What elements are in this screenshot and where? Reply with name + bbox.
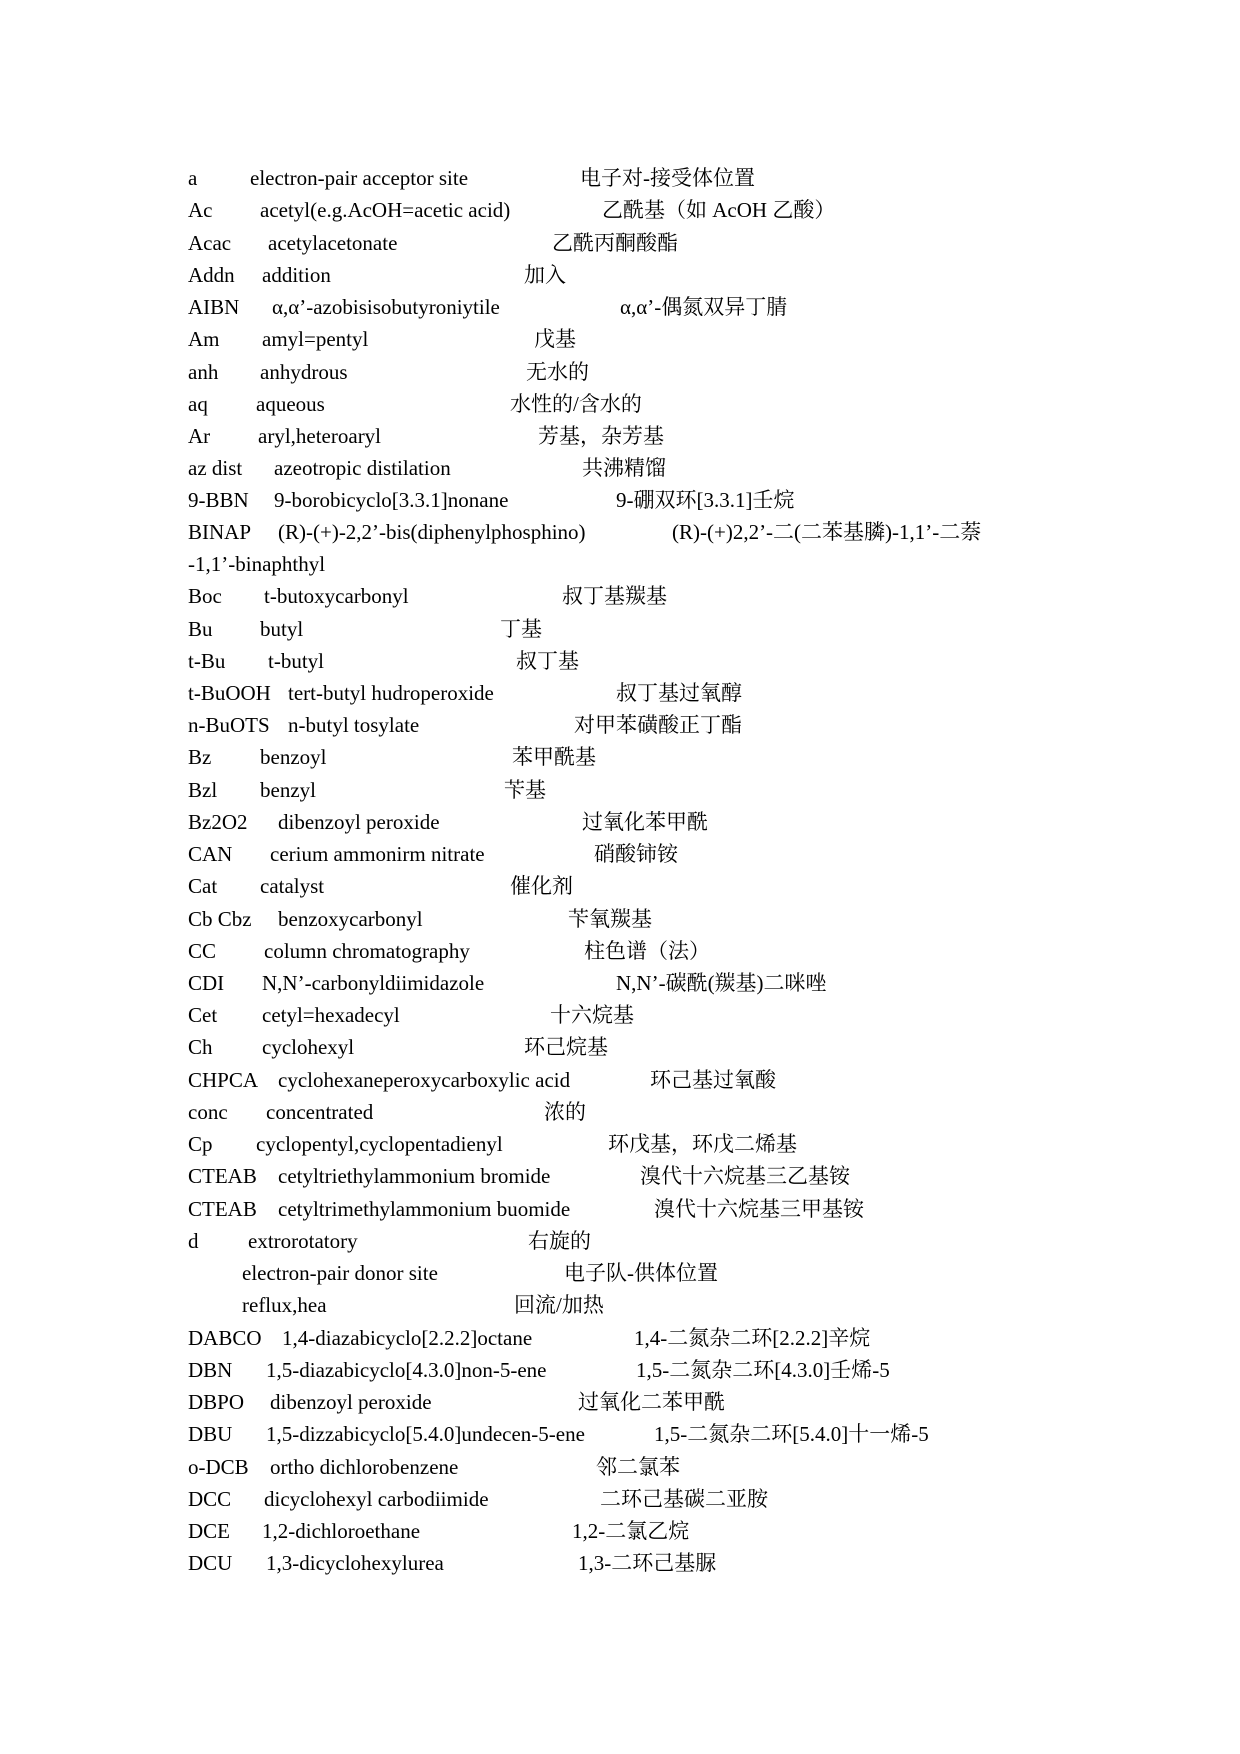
english-term-text: azeotropic distilation — [274, 456, 451, 480]
chinese-term-text: 戊基 — [534, 327, 576, 351]
abbreviation-text: DCE — [188, 1519, 230, 1543]
abbreviation-text: DCC — [188, 1487, 232, 1511]
chinese-term-text: 溴代十六烷基三甲基铵 — [654, 1197, 864, 1221]
abbreviation-text: d — [188, 1229, 199, 1253]
abbreviation-text: CAN — [188, 842, 233, 866]
english-term-text: cetyltriethylammonium bromide — [278, 1164, 551, 1188]
abbreviation-text: a — [188, 166, 198, 190]
chinese-term-text: 对甲苯磺酸正丁酯 — [574, 713, 742, 737]
english-term-text: 9-borobicyclo[3.3.1]nonane — [274, 488, 509, 512]
english-term-text: benzyl — [260, 778, 316, 802]
english-term-text: electron-pair acceptor site — [250, 166, 469, 190]
abbreviation-text: n-BuOTS — [188, 713, 270, 737]
abbreviation-text: anh — [188, 360, 219, 384]
english-term-text: (R)-(+)-2,2’-bis(diphenylphosphino) — [278, 520, 586, 544]
chinese-term-text: 邻二氯苯 — [596, 1455, 680, 1479]
abbreviation-text: 9-BBN — [188, 488, 249, 512]
chinese-term-text: 9-硼双环[3.3.1]壬烷 — [616, 488, 795, 512]
abbreviation-text: Bz2O2 — [188, 810, 248, 834]
abbreviation-text: Cet — [188, 1003, 218, 1027]
abbreviation-text: BINAP — [188, 520, 252, 544]
english-term-text: ortho dichlorobenzene — [270, 1455, 459, 1479]
chinese-term-text: 1,4-二氮杂二环[2.2.2]辛烷 — [634, 1326, 871, 1350]
chinese-term-text: 乙酰丙酮酸酯 — [552, 231, 678, 255]
abbreviation-text: CC — [188, 939, 217, 963]
english-term-text: dibenzoyl peroxide — [270, 1390, 432, 1414]
english-term-text: aqueous — [256, 392, 325, 416]
english-term-text: cetyltrimethylammonium buomide — [278, 1197, 571, 1221]
english-term-text: benzoyl — [260, 745, 327, 769]
chinese-term-text: (R)-(+)2,2’-二(二苯基膦)-1,1’-二萘 — [672, 520, 982, 544]
english-term-text: addition — [262, 263, 331, 287]
english-term-text: cyclohexaneperoxycarboxylic acid — [278, 1068, 571, 1092]
abbreviation-text: Ar — [188, 424, 211, 448]
english-term-text: reflux,hea — [242, 1293, 327, 1317]
chinese-term-text: 电子队-供体位置 — [564, 1261, 718, 1285]
chinese-term-text: 催化剂 — [510, 874, 573, 898]
chinese-term-text: 苯甲酰基 — [512, 745, 596, 769]
english-term-text: 1,3-dicyclohexylurea — [266, 1551, 444, 1575]
chinese-term-text: 叔丁基羰基 — [562, 584, 667, 608]
abbreviation-text: Boc — [188, 584, 222, 608]
abbreviation-text: Acac — [188, 231, 232, 255]
english-term-text: 1,4-diazabicyclo[2.2.2]octane — [282, 1326, 533, 1350]
english-term-text: benzoxycarbonyl — [278, 907, 423, 931]
english-term-text: electron-pair donor site — [242, 1261, 438, 1285]
abbreviation-text: CDI — [188, 971, 225, 995]
chinese-term-text: 1,2-二氯乙烷 — [572, 1519, 690, 1543]
abbreviation-text: Bz — [188, 745, 212, 769]
chinese-term-text: 1,5-二氮杂二环[4.3.0]壬烯-5 — [636, 1358, 890, 1382]
chinese-term-text: 硝酸铈铵 — [594, 842, 678, 866]
abbreviation-text: CTEAB — [188, 1197, 257, 1221]
abbreviation-text: Bzl — [188, 778, 218, 802]
abbreviation-text: CHPCA — [188, 1068, 259, 1092]
abbreviation-text: Addn — [188, 263, 235, 287]
english-term-text: anhydrous — [260, 360, 348, 384]
abbreviation-text: aq — [188, 392, 208, 416]
chinese-term-text: 柱色谱（法） — [584, 939, 710, 963]
english-term-text: 1,2-dichloroethane — [262, 1519, 421, 1543]
english-term-text: 1,5-dizzabicyclo[5.4.0]undecen-5-ene — [266, 1422, 585, 1446]
abbreviation-text: Cb Cbz — [188, 907, 252, 931]
chinese-term-text: 环己基过氧酸 — [650, 1068, 776, 1092]
abbreviation-text: DCU — [188, 1551, 233, 1575]
english-term-text: dicyclohexyl carbodiimide — [264, 1487, 489, 1511]
chinese-term-text: 苄基 — [504, 778, 546, 802]
chinese-term-text: 右旋的 — [528, 1229, 591, 1253]
abbreviation-text: AIBN — [188, 295, 240, 319]
chinese-term-text: 溴代十六烷基三乙基铵 — [640, 1164, 850, 1188]
abbreviation-text: Cp — [188, 1132, 213, 1156]
english-term-text: cyclohexyl — [262, 1035, 355, 1059]
abbreviation-text: az dist — [188, 456, 243, 480]
english-term-text: n-butyl tosylate — [288, 713, 420, 737]
english-term-text: concentrated — [266, 1100, 374, 1124]
abbreviation-text: DBU — [188, 1422, 233, 1446]
abbreviation-text: Am — [188, 327, 220, 351]
chinese-term-text: 丁基 — [500, 617, 542, 641]
chinese-term-text: N,N’-碳酰(羰基)二咪唑 — [616, 971, 827, 995]
english-term-text: catalyst — [260, 874, 325, 898]
chinese-term-text: 1,5-二氮杂二环[5.4.0]十一烯-5 — [654, 1422, 929, 1446]
chinese-term-text: α,α’-偶氮双异丁腈 — [620, 295, 788, 319]
english-term-text: dibenzoyl peroxide — [278, 810, 440, 834]
abbreviation-text: DBPO — [188, 1390, 245, 1414]
english-term-text: N,N’-carbonyldiimidazole — [262, 971, 485, 995]
binap-continuation-line: -1,1’-binaphthyl — [188, 552, 326, 576]
chinese-term-text: 无水的 — [526, 360, 589, 384]
chinese-term-text: 二环己基碳二亚胺 — [600, 1487, 768, 1511]
chinese-term-text: 叔丁基 — [516, 649, 579, 673]
chinese-term-text: 十六烷基 — [550, 1003, 634, 1027]
chinese-term-text: 共沸精馏 — [582, 456, 666, 480]
english-term-text: cyclopentyl,cyclopentadienyl — [256, 1132, 503, 1156]
english-term-text: acetyl(e.g.AcOH=acetic acid) — [260, 198, 511, 222]
abbreviation-text: conc — [188, 1100, 228, 1124]
chinese-term-text: 回流/加热 — [514, 1293, 604, 1317]
english-term-text: α,α’-azobisisobutyroniytile — [272, 295, 500, 319]
abbreviation-text: DABCO — [188, 1326, 262, 1350]
chinese-term-text: 水性的/含水的 — [510, 392, 642, 416]
chinese-term-text: 环己烷基 — [524, 1035, 608, 1059]
abbreviation-text: Bu — [188, 617, 213, 641]
abbreviation-text: Ch — [188, 1035, 213, 1059]
english-term-text: acetylacetonate — [268, 231, 398, 255]
english-term-text: tert-butyl hudroperoxide — [288, 681, 494, 705]
chinese-term-text: 环戊基，环戊二烯基 — [608, 1132, 797, 1156]
english-term-text: t-butyl — [268, 649, 324, 673]
chinese-term-text: 过氧化苯甲酰 — [582, 810, 708, 834]
abbreviation-text: Ac — [188, 198, 213, 222]
english-term-text: t-butoxycarbonyl — [264, 584, 409, 608]
chinese-term-text: 1,3-二环己基脲 — [578, 1551, 717, 1575]
english-term-text: 1,5-diazabicyclo[4.3.0]non-5-ene — [266, 1358, 547, 1382]
abbreviation-text: CTEAB — [188, 1164, 257, 1188]
english-term-text: column chromatography — [264, 939, 470, 963]
abbreviation-text: DBN — [188, 1358, 233, 1382]
english-term-text: amyl=pentyl — [262, 327, 369, 351]
chinese-term-text: 乙酰基（如 AcOH 乙酸） — [602, 198, 836, 222]
abbreviation-text: t-Bu — [188, 649, 226, 673]
chinese-term-text: 芳基，杂芳基 — [538, 424, 664, 448]
chinese-term-text: 加入 — [524, 263, 566, 287]
english-term-text: aryl,heteroaryl — [258, 424, 382, 448]
chinese-term-text: 过氧化二苯甲酰 — [578, 1390, 725, 1414]
chinese-term-text: 叔丁基过氧醇 — [616, 681, 742, 705]
english-term-text: cetyl=hexadecyl — [262, 1003, 400, 1027]
abbreviation-text: t-BuOOH — [188, 681, 271, 705]
chinese-term-text: 电子对-接受体位置 — [580, 166, 755, 190]
chinese-term-text: 苄氧羰基 — [568, 907, 652, 931]
abbreviation-text: o-DCB — [188, 1455, 249, 1479]
english-term-text: cerium ammonirm nitrate — [270, 842, 485, 866]
chinese-term-text: 浓的 — [544, 1100, 586, 1124]
english-term-text: butyl — [260, 617, 304, 641]
abbreviation-text: Cat — [188, 874, 218, 898]
english-term-text: extrorotatory — [248, 1229, 358, 1253]
